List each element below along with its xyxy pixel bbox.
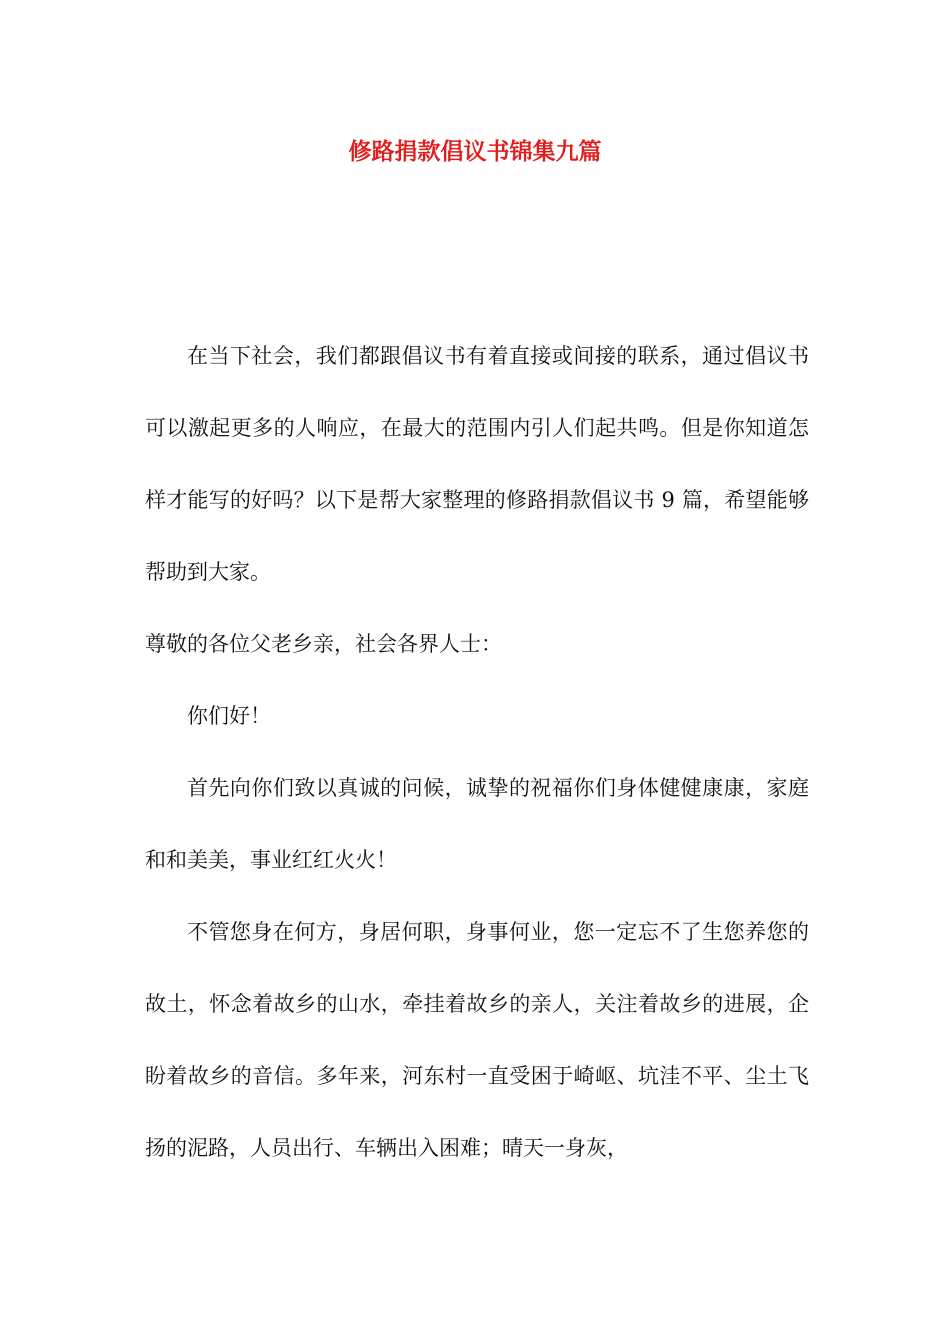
paragraph-wishes: 首先向你们致以真诚的问候，诚挚的祝福你们身体健健康康，家庭和和美美，事业红红火火！ (145, 776, 809, 872)
document-body (145, 320, 809, 1184)
document-title: 修路捐款倡议书锦集九篇 (348, 139, 602, 165)
paragraph-intro: 在当下社会，我们都跟倡议书有着直接或间接的联系，通过倡议书可以激起更多的人响应，在最大的范围内引人们起共鸣。但是你知道怎样才能写的好吗？以下是帮大家整理的修路捐款倡议书 9 篇，希望能够帮助到大家。 (145, 344, 809, 584)
paragraph-greeting: 你们好！ (187, 704, 271, 728)
paragraph-hometown: 不管您身在何方，身居何职，身事何业，您一定忘不了生您养您的故土，怀念着故乡的山水，牵挂着故乡的亲人，关注着故乡的进展，企盼着故乡的音信。多年来，河东村一直受困于崎岖、坑洼不平、尘土飞扬的泥路，人员出行、车辆出入困难；晴天一身灰， (145, 920, 809, 1160)
paragraph-salutation: 尊敬的各位父老乡亲，社会各界人士： (145, 632, 502, 656)
